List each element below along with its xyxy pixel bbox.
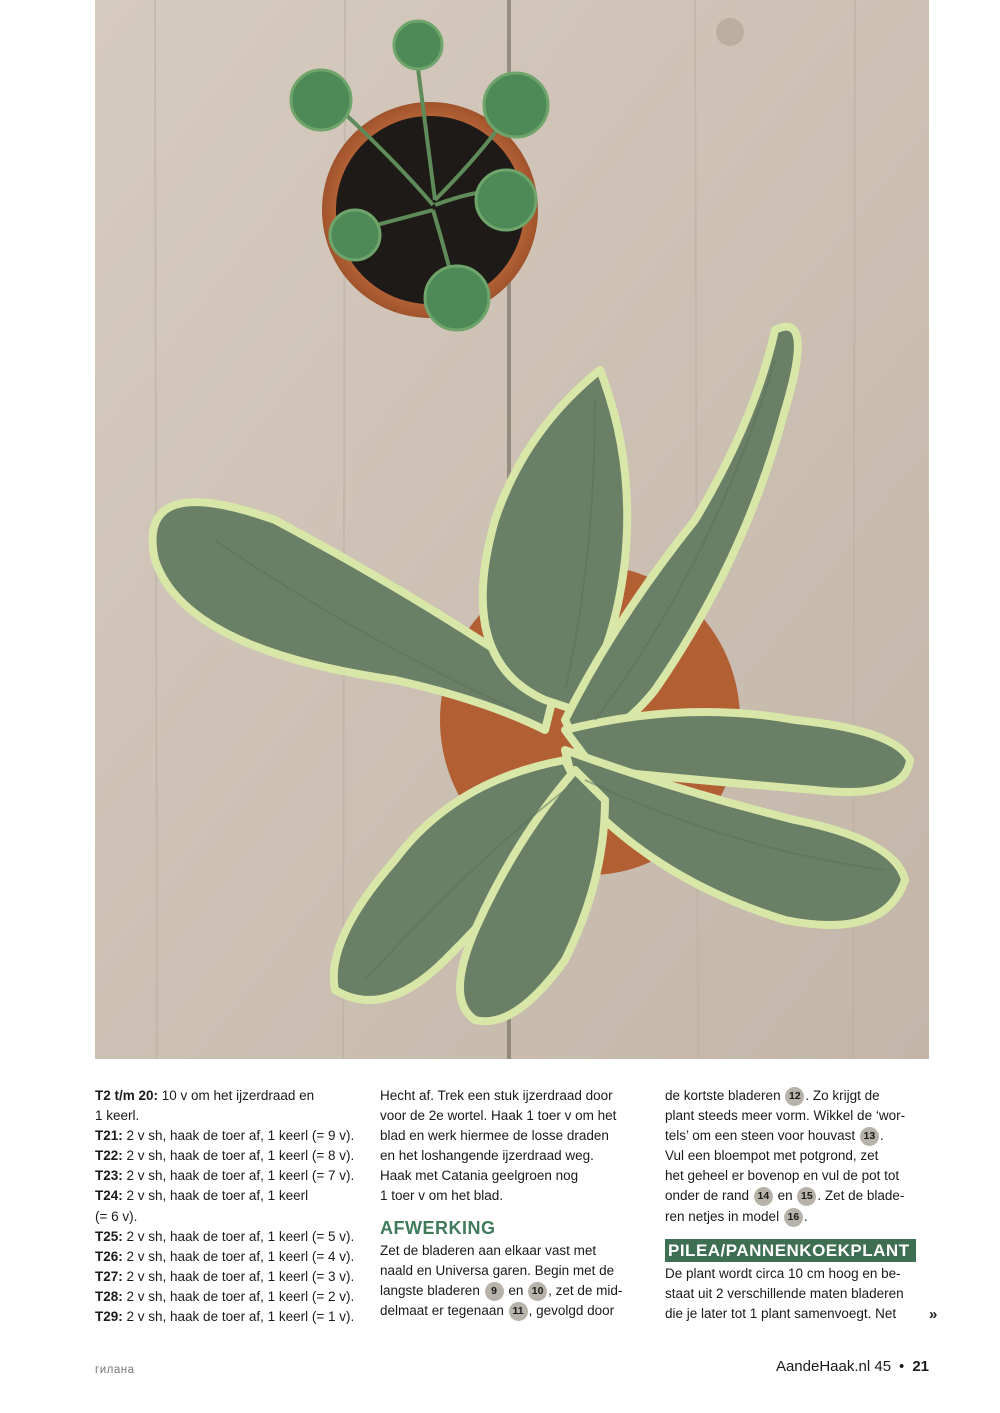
pattern-row: T2 t/m 20: 10 v om het ijzerdraad en: [95, 1088, 315, 1103]
step-number-badge: 14: [754, 1187, 773, 1206]
pattern-row: (= 6 v).: [95, 1208, 138, 1224]
pattern-row: T22: 2 v sh, haak de toer af, 1 keerl (= 8 v).: [95, 1148, 355, 1164]
body-line: staat uit 2 verschillende maten bladeren: [665, 1285, 904, 1301]
section-heading-afwerking: AFWERKING: [380, 1217, 496, 1238]
step-number-badge: 16: [784, 1208, 803, 1227]
section-heading-pilea: PILEA/PANNENKOEKPLANT: [665, 1239, 916, 1262]
body-line: de kortste bladeren 12 . Zo krijgt de: [665, 1086, 937, 1106]
body-line: en het loshangende ijzerdraad weg.: [380, 1148, 594, 1164]
footer-watermark: гилана: [95, 1364, 135, 1376]
body-line: langste bladeren 9 en 10 , zet de mid-: [380, 1281, 652, 1301]
pattern-row: 1 keerl.: [95, 1108, 140, 1124]
pattern-rows-column: [95, 1086, 367, 1327]
pattern-row: T29: 2 v sh, haak de toer af, 1 keerl (= 1 v).: [95, 1309, 355, 1325]
body-line: tels’ om een steen voor houvast 13 .: [665, 1126, 937, 1146]
body-line: blad en werk hiermee de losse draden: [380, 1128, 609, 1144]
pattern-row: T25: 2 v sh, haak de toer af, 1 keerl (= 5 v).: [95, 1228, 355, 1244]
pattern-row: T24: 2 v sh, haak de toer af, 1 keerl: [95, 1188, 309, 1204]
hero-photo: [95, 0, 929, 1059]
step-number-badge: 11: [509, 1302, 528, 1321]
magazine-name: AandeHaak.nl 45: [775, 1358, 892, 1375]
body-line: delmaat er tegenaan 11 , gevolgd door: [380, 1301, 652, 1321]
plant-photo-illustration: [95, 0, 929, 1059]
body-line: Hecht af. Trek een stuk ijzerdraad door: [380, 1088, 613, 1103]
body-line: 1 toer v om het blad.: [380, 1188, 504, 1204]
body-line: Zet de bladeren aan elkaar vast met: [380, 1242, 597, 1258]
pattern-row: T28: 2 v sh, haak de toer af, 1 keerl (= 2 v).: [95, 1288, 355, 1304]
page-number: 21: [912, 1358, 929, 1375]
step-number-badge: 10: [528, 1282, 547, 1301]
body-line: onder de rand 14 en 15 . Zet de blade-: [665, 1186, 937, 1206]
step-number-badge: 9: [485, 1282, 504, 1301]
step-number-badge: 13: [860, 1127, 879, 1146]
step-number-badge: 15: [797, 1187, 816, 1206]
continue-arrow-icon: »: [929, 1306, 938, 1323]
body-line: ren netjes in model 16 .: [665, 1207, 937, 1227]
body-line: plant steeds meer vorm. Wikkel de ‘wor-: [665, 1108, 906, 1124]
body-line: naald en Universa garen. Begin met de: [380, 1262, 615, 1278]
body-line: voor de 2e wortel. Haak 1 toer v om het: [380, 1108, 617, 1124]
pattern-row: T26: 2 v sh, haak de toer af, 1 keerl (= 4 v).: [95, 1248, 355, 1264]
pattern-row: T23: 2 v sh, haak de toer af, 1 keerl (= 7 v).: [95, 1168, 355, 1184]
body-line: het geheel er bovenop en vul de pot tot: [665, 1168, 900, 1184]
pattern-row: T27: 2 v sh, haak de toer af, 1 keerl (= 3 v).: [95, 1268, 355, 1284]
step-number-badge: 12: [785, 1087, 804, 1106]
body-line: die je later tot 1 plant samenvoegt. Net: [665, 1305, 897, 1321]
pattern-row: T21: 2 v sh, haak de toer af, 1 keerl (= 9 v).: [95, 1128, 355, 1144]
separator-dot: •: [899, 1358, 905, 1375]
page-footer: [776, 1358, 929, 1375]
body-line: Vul een bloempot met potgrond, zet: [665, 1148, 879, 1164]
body-line: Haak met Catania geelgroen nog: [380, 1168, 579, 1184]
instructions-column-3: [665, 1086, 937, 1324]
instructions-column: [380, 1086, 652, 1321]
body-line: De plant wordt circa 10 cm hoog en be-: [665, 1265, 901, 1281]
